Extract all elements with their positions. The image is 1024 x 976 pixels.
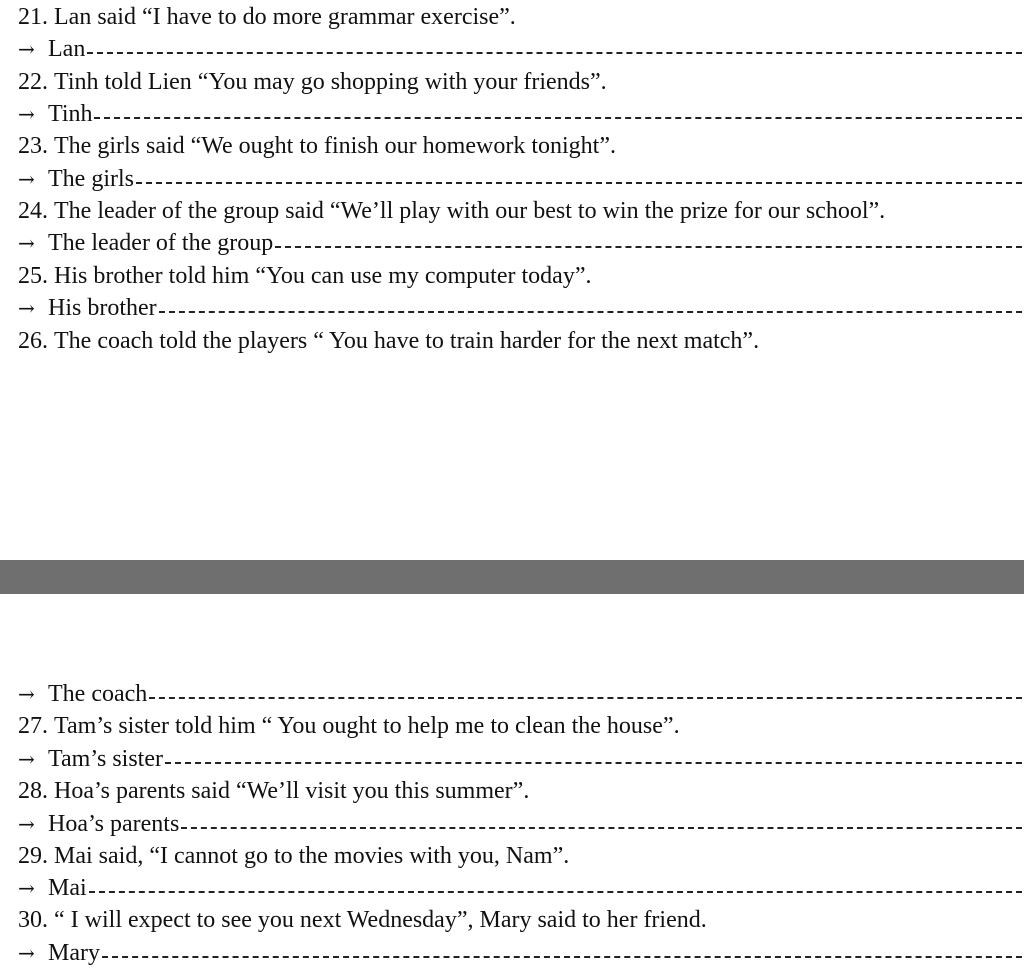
- answer-blank[interactable]: [165, 762, 1022, 764]
- arrow-icon: →: [18, 747, 35, 771]
- answer-subject: The leader of the group: [48, 230, 274, 256]
- exercise-sentence: Tinh told Lien “You may go shopping with your friends”.: [54, 69, 607, 95]
- worksheet-page-bottom: [0, 594, 1024, 976]
- exercise-number: 22.: [18, 69, 48, 95]
- exercise-27-answer-line[interactable]: [18, 743, 1024, 775]
- exercise-21-answer-line[interactable]: [18, 33, 1024, 65]
- arrow-icon: →: [18, 167, 35, 191]
- arrow-icon: →: [18, 682, 35, 706]
- exercise-28-question: [18, 775, 1024, 807]
- answer-blank[interactable]: [181, 827, 1022, 829]
- answer-blank[interactable]: [89, 891, 1022, 893]
- exercise-25-question: [18, 260, 1024, 292]
- exercise-sentence: The coach told the players “ You have to train harder for the next match”.: [54, 328, 760, 354]
- exercise-23-question: [18, 130, 1024, 162]
- arrow-icon: →: [18, 231, 35, 255]
- exercise-sentence: Tam’s sister told him “ You ought to help me to clean the house”.: [54, 713, 680, 739]
- answer-subject: Tinh: [48, 101, 93, 127]
- exercise-25-answer-line[interactable]: [18, 292, 1024, 324]
- exercise-28-answer-line[interactable]: [18, 808, 1024, 840]
- exercise-30-answer-line[interactable]: [18, 937, 1024, 969]
- exercise-24-question: [18, 195, 1024, 227]
- exercise-sentence: The girls said “We ought to finish our homework tonight”.: [54, 133, 616, 159]
- exercise-21-question: [18, 1, 1024, 33]
- exercise-number: 29.: [18, 843, 48, 869]
- exercise-sentence: Mai said, “I cannot go to the movies with you, Nam”.: [54, 843, 570, 869]
- exercise-number: 28.: [18, 778, 48, 804]
- answer-subject: Mai: [48, 875, 87, 901]
- arrow-icon: →: [18, 102, 35, 126]
- exercise-23-answer-line[interactable]: [18, 163, 1024, 195]
- answer-blank[interactable]: [136, 182, 1022, 184]
- exercise-29-question: [18, 840, 1024, 872]
- exercise-sentence: His brother told him “You can use my computer today”.: [54, 263, 592, 289]
- arrow-icon: →: [18, 941, 35, 965]
- exercise-30-question: [18, 904, 1024, 936]
- answer-subject: The coach: [48, 681, 148, 707]
- answer-blank[interactable]: [94, 117, 1022, 119]
- exercise-number: 30.: [18, 907, 48, 933]
- arrow-icon: →: [18, 296, 35, 320]
- exercise-number: 23.: [18, 133, 48, 159]
- answer-subject: Tam’s sister: [48, 746, 163, 772]
- exercise-sentence: The leader of the group said “We’ll play with our best to win the prize for our school”.: [54, 198, 886, 224]
- exercise-sentence: “ I will expect to see you next Wednesday”, Mary said to her friend.: [54, 907, 707, 933]
- exercise-24-answer-line[interactable]: [18, 227, 1024, 259]
- answer-blank[interactable]: [275, 246, 1022, 248]
- exercise-sentence: Hoa’s parents said “We’ll visit you this summer”.: [54, 778, 530, 804]
- answer-blank[interactable]: [87, 52, 1022, 54]
- exercise-number: 21.: [18, 4, 48, 30]
- exercise-number: 26.: [18, 328, 48, 354]
- exercise-22-question: [18, 66, 1024, 98]
- exercise-27-question: [18, 710, 1024, 742]
- exercise-29-answer-line[interactable]: [18, 872, 1024, 904]
- answer-subject: Hoa’s parents: [48, 811, 180, 837]
- exercise-22-answer-line[interactable]: [18, 98, 1024, 130]
- exercise-number: 27.: [18, 713, 48, 739]
- page-break-separator: [0, 560, 1024, 594]
- arrow-icon: →: [18, 37, 35, 61]
- answer-blank[interactable]: [149, 697, 1022, 699]
- answer-subject: Lan: [48, 36, 86, 62]
- arrow-icon: →: [18, 812, 35, 836]
- exercise-number: 24.: [18, 198, 48, 224]
- exercise-number: 25.: [18, 263, 48, 289]
- answer-subject: The girls: [48, 166, 134, 192]
- arrow-icon: →: [18, 876, 35, 900]
- answer-subject: Mary: [48, 940, 100, 966]
- exercise-26-answer-line[interactable]: [18, 678, 1024, 710]
- answer-blank[interactable]: [159, 311, 1022, 313]
- exercise-sentence: Lan said “I have to do more grammar exercise”.: [54, 4, 516, 30]
- exercise-26-question: [18, 325, 1024, 357]
- answer-blank[interactable]: [102, 956, 1022, 958]
- answer-subject: His brother: [48, 295, 157, 321]
